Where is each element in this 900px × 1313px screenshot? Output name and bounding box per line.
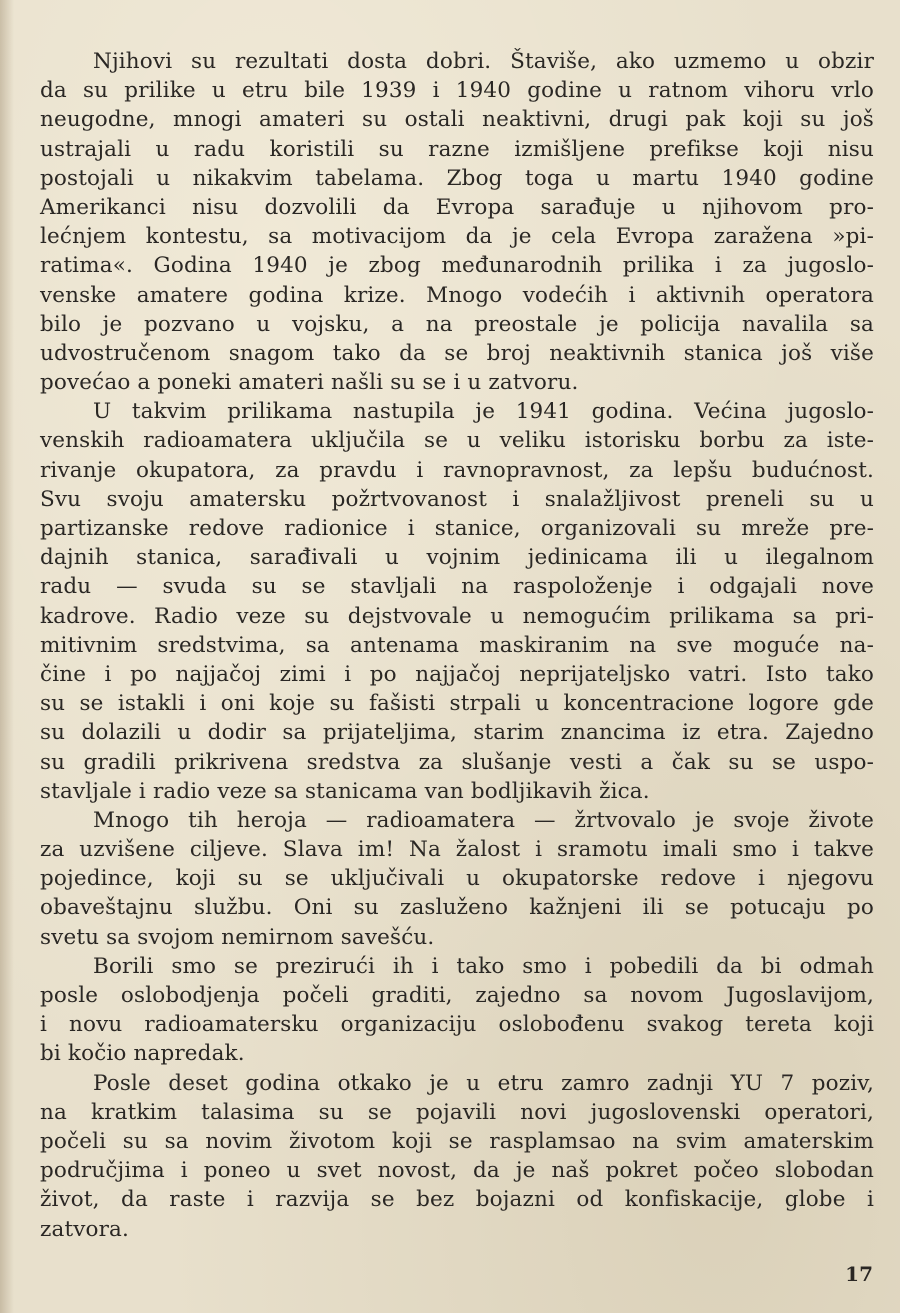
text-line: venske amatere godina krize. Mnogo vodećih i aktivnih operatora [40,282,874,308]
paragraph-3 [40,806,874,952]
text-line: udvostručenom snagom tako da se broj neaktivnih stanica još više [40,340,874,366]
text-line: su gradili prikrivena sredstva za slušanje vesti a čak su se uspo- [40,749,874,775]
text-line: Borili smo se prezirući ih i tako smo i pobedili da bi odmah [93,953,874,979]
text-line: mitivnim sredstvima, sa antenama maskiranim na sve moguće na- [40,632,874,658]
text-line: počeli su sa novim životom koji se rasplamsao na svim amaterskim [40,1128,874,1154]
text-line: Svu svoju amatersku požrtvovanost i snalažljivost preneli su u [40,486,874,512]
paragraph-5 [40,1069,874,1244]
text-line: venskih radioamatera uključila se u veliku istorisku borbu za iste- [40,428,874,454]
text-line: povećao a poneki amateri našli su se i u zatvoru. [40,370,579,396]
text-line: područjima i poneo u svet novost, da je naš pokret počeo slobodan [40,1158,874,1184]
text-line: Amerikanci nisu dozvolili da Evropa sarađuje u njihovom pro- [40,194,874,220]
paragraph-1 [40,47,874,397]
text-line: i novu radioamatersku organizaciju oslobođenu svakog tereta koji [40,1012,874,1038]
text-line: su dolazili u dodir sa prijateljima, starim znancima iz etra. Zajedno [40,720,874,746]
text-line: neugodne, mnogi amateri su ostali neaktivni, drugi pak koji su još [40,107,874,133]
text-line: zatvora. [40,1216,130,1242]
text-line: postojali u nikakvim tabelama. Zbog toga u martu 1940 godine [40,165,874,191]
text-line: bi kočio napredak. [40,1041,245,1067]
text-line: život, da raste i razvija se bez bojazni od konfiskacije, globe i [40,1187,874,1213]
page-number: 17 [845,1262,873,1286]
paragraph-2 [40,397,874,806]
text-line: za uzvišene ciljeve. Slava im! Na žalost i sramotu imali smo i takve [40,837,874,863]
text-line: stavljale i radio veze sa stanicama van bodljikavih žica. [40,778,650,804]
text-line: posle oslobodjenja počeli graditi, zajedno sa novom Jugoslavijom, [40,983,874,1008]
text-line: su se istakli i oni koje su fašisti strpali u koncentracione logore gde [40,691,874,717]
text-line: kadrove. Radio veze su dejstvovale u nemogućim prilikama sa pri- [40,603,874,629]
text-line: da su prilike u etru bile 1939 i 1940 godine u ratnom vihoru vrlo [40,78,874,104]
text-line: rivanje okupatora, za pravdu i ravnopravnost, za lepšu budućnost. [40,457,874,483]
text-line: Njihovi su rezultati dosta dobri. Štaviše, ako uzmemo u obzir [93,49,874,74]
text-line: pojedince, koji su se uključivali u okupatorske redove i njegovu [40,866,874,892]
text-line: čine i po najjačoj zimi i po najjačoj neprijateljsko vatri. Isto tako [40,661,874,687]
text-line: ustrajali u radu koristili su razne izmišljene prefikse koji nisu [40,136,874,162]
text-line: radu — svuda su se stavljali na raspoloženje i odgajali nove [40,574,874,600]
text-line: Mnogo tih heroja — radioamatera — žrtvovalo je svoje živote [93,807,874,833]
text-line: na kratkim talasima su se pojavili novi jugoslovenski operatori, [40,1099,874,1125]
text-line: dajnih stanica, sarađivali u vojnim jedinicama ili u ilegalnom [40,545,874,571]
page-edge-shadow [0,0,14,1313]
text-line: Posle deset godina otkako je u etru zamro zadnji YU 7 poziv, [93,1070,874,1096]
body-text [40,47,874,1244]
text-line: partizanske redove radionice i stanice, organizovali su mreže pre- [40,516,874,541]
text-line: obaveštajnu službu. Oni su zasluženo kažnjeni ili se potucaju po [40,895,874,921]
paragraph-4 [40,952,874,1069]
text-line: lećnjem kontestu, sa motivacijom da je cela Evropa zaražena »pi- [40,224,874,250]
text-line: bilo je pozvano u vojsku, a na preostale je policija navalila sa [40,311,874,337]
text-line: U takvim prilikama nastupila je 1941 godina. Većina jugoslo- [93,399,874,425]
text-line: svetu sa svojom nemirnom savešću. [40,924,435,950]
text-line: ratima«. Godina 1940 je zbog međunarodnih prilika i za jugoslo- [40,253,874,279]
